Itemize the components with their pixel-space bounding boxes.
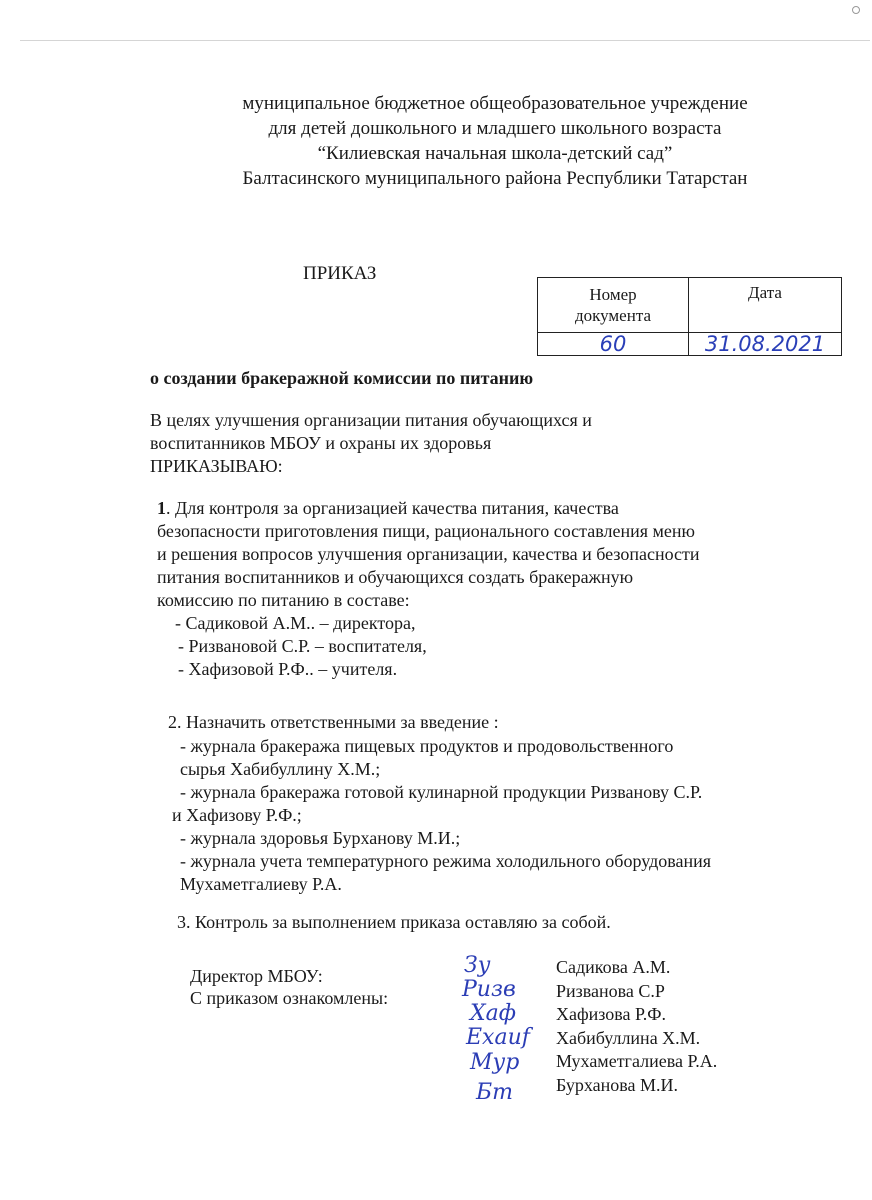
number-label: документа [574,306,652,325]
item-2-line: Мухаметгалиеву Р.А. [180,874,342,894]
item-1-number: 1 [157,498,166,518]
document-title: ПРИКАЗ [303,263,377,284]
handwritten-signature: Ехаиf [466,1025,530,1050]
signatory-name: Ризванова С.Р [556,980,665,1001]
signatory-name: Хабибуллина Х.М. [556,1027,701,1048]
handwritten-signature: Хаф [470,1001,516,1026]
signatory-name: Бурханова М.И. [556,1074,679,1095]
item-3: 3. Контроль за выполнением приказа оставляю за собой. [177,912,611,932]
number-label: Номер [589,285,637,304]
number-label-cell [538,278,689,333]
director-label: Директор МБОУ: [190,966,323,986]
preamble-line: воспитанников МБОУ и охраны их здоровья [150,433,492,453]
item-1-line: безопасности приготовления пищи, рационального составления меню [157,521,695,541]
signatory-name: Мухаметгалиева Р.А. [556,1051,718,1071]
item-1-line: питания воспитанников и обучающихся создать бракеражную [157,567,634,587]
handwritten-signature: Мур [470,1050,520,1075]
date-label-cell: Дата [689,278,842,333]
order-subject: о создании бракеражной комиссии по питанию [150,368,534,388]
document-date-value: 31.08.2021 [689,333,842,356]
commission-member: - Хафизовой Р.Ф.. – учителя. [178,659,398,679]
document-number-date-table [537,277,842,356]
signatory-name: Хафизова Р.Ф. [556,1004,667,1024]
item-1-line: комиссию по питанию в составе: [157,590,410,610]
item-2-line: сырья Хабибуллину Х.М.; [180,759,381,779]
preamble-line: В целях улучшения организации питания обучающихся и [150,410,592,430]
item-2-line: - журнала бракеража готовой кулинарной продукции Ризванову С.Р. [180,782,703,802]
acquainted-label: С приказом ознакомлены: [190,988,389,1008]
scan-edge-line [20,40,870,41]
item-2 [172,735,782,896]
header-line: для детей дошкольного и младшего школьного возраста [268,118,722,139]
corner-punch-mark [852,6,860,14]
item-2-line: и Хафизову Р.Ф.; [172,805,302,825]
item-2-line: - журнала бракеража пищевых продуктов и продовольственного [180,736,674,756]
institution-header [200,91,790,191]
commission-member: - Ризвановой С.Р. – воспитателя, [178,636,427,656]
document-number-value: 60 [538,333,689,356]
item-2-line: - журнала учета температурного режима холодильного оборудования [180,851,712,871]
handwritten-signature: Зу [464,953,491,978]
handwritten-signature: Бт [476,1080,514,1105]
handwritten-signature: Ризв [462,977,516,1002]
preamble [150,409,592,478]
item-1-line: . Для контроля за организацией качества питания, качества [166,498,619,518]
commission-member: - Садиковой А.М.. – директора, [175,613,416,633]
header-line: “Килиевская начальная школа-детский сад” [317,143,673,164]
signatories-list [556,956,717,1097]
item-1 [157,497,700,681]
signature-labels [190,965,388,1009]
item-2-line: - журнала здоровья Бурханову М.И.; [180,828,461,848]
item-2-heading: 2. Назначить ответственными за введение : [168,712,499,732]
order-word: ПРИКАЗЫВАЮ: [150,456,283,476]
signatory-name: Садикова А.М. [556,957,671,977]
header-line: муниципальное бюджетное общеобразовательное учреждение [242,93,748,114]
item-1-line: и решения вопросов улучшения организации, качества и безопасности [157,544,700,564]
header-line: Балтасинского муниципального района Республики Татарстан [242,168,748,189]
